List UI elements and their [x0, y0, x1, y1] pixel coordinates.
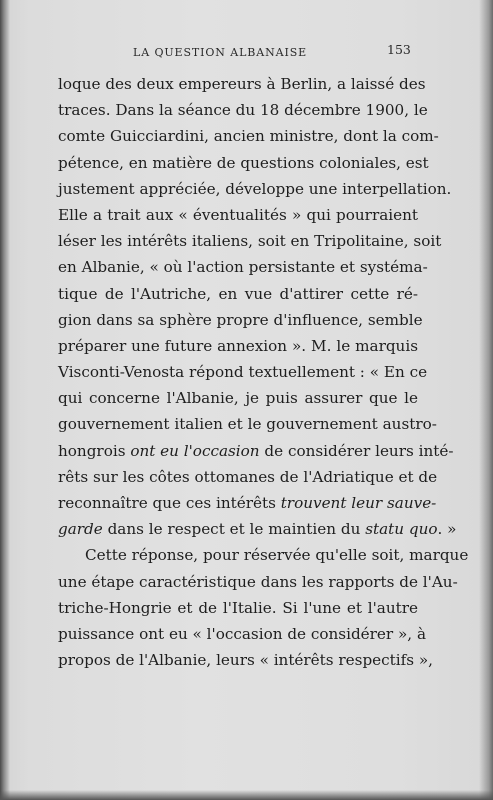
- text-line: pétence, en matière de questions coloniales, est: [58, 153, 429, 172]
- text-line: gouvernement italien et le gouvernement austro-: [58, 415, 437, 434]
- text-line: qui concerne l'Albanie, je puis assurer que le: [58, 389, 418, 408]
- text-line: Elle a trait aux « éventualités » qui pourraient: [58, 205, 418, 224]
- italic-phrase: statu quo: [365, 520, 438, 539]
- text-line: reconnaître que ces intérêts trouvent leur sauve-: [58, 494, 437, 512]
- page-bottom-shadow: [0, 790, 493, 800]
- text-line: préparer une future annexion ». M. le marquis: [58, 336, 418, 355]
- text-line: Cette réponse, pour réservée qu'elle soit, marque: [85, 546, 469, 565]
- running-head: [0, 42, 493, 64]
- text-line: gion dans sa sphère propre d'influence, semble: [58, 310, 423, 329]
- text-line: justement appréciée, développe une interpellation.: [58, 179, 452, 198]
- body-text: [58, 71, 469, 673]
- text-line: une étape caractéristique dans les rapports de l'Au-: [58, 572, 458, 591]
- text-line: hongrois ont eu l'occasion de considérer leurs inté-: [58, 441, 454, 460]
- italic-phrase: garde: [58, 520, 103, 539]
- italic-phrase: trouvent leur sauve-: [280, 494, 437, 512]
- text-line: Visconti-Venosta répond textuellement : « En ce: [58, 363, 428, 382]
- text-line: léser les intérêts italiens, soit en Tripolitaine, soit: [58, 232, 442, 251]
- text-line: propos de l'Albanie, leurs « intérêts respectifs »,: [58, 651, 433, 670]
- text-line: puissance ont eu « l'occasion de considérer », à: [58, 624, 426, 643]
- page-number: 153: [387, 42, 411, 57]
- text-line: tique de l'Autriche, en vue d'attirer cette ré-: [58, 284, 418, 303]
- text-line: loque des deux empereurs à Berlin, a laissé des: [58, 75, 426, 93]
- italic-phrase: ont eu l'occasion: [130, 441, 260, 460]
- text-line: rêts sur les côtes ottomanes de l'Adriatique et de: [58, 467, 438, 486]
- text-line: en Albanie, « où l'action persistante et systéma-: [58, 258, 428, 277]
- page-gutter-shadow: [0, 0, 10, 800]
- running-head-title: LA QUESTION ALBANAISE: [133, 46, 308, 59]
- paragraph-2: [58, 542, 469, 673]
- text-line: garde dans le respect et le maintien du statu quo. »: [58, 520, 457, 539]
- text-line: comte Guicciardini, ancien ministre, dont la com-: [58, 127, 439, 146]
- text-line: traces. Dans la séance du 18 décembre 1900, le: [58, 101, 428, 120]
- page-edge-shadow: [479, 0, 493, 800]
- paragraph-1: [58, 71, 457, 542]
- text-line: triche-Hongrie et de l'Italie. Si l'une et l'autre: [58, 598, 418, 617]
